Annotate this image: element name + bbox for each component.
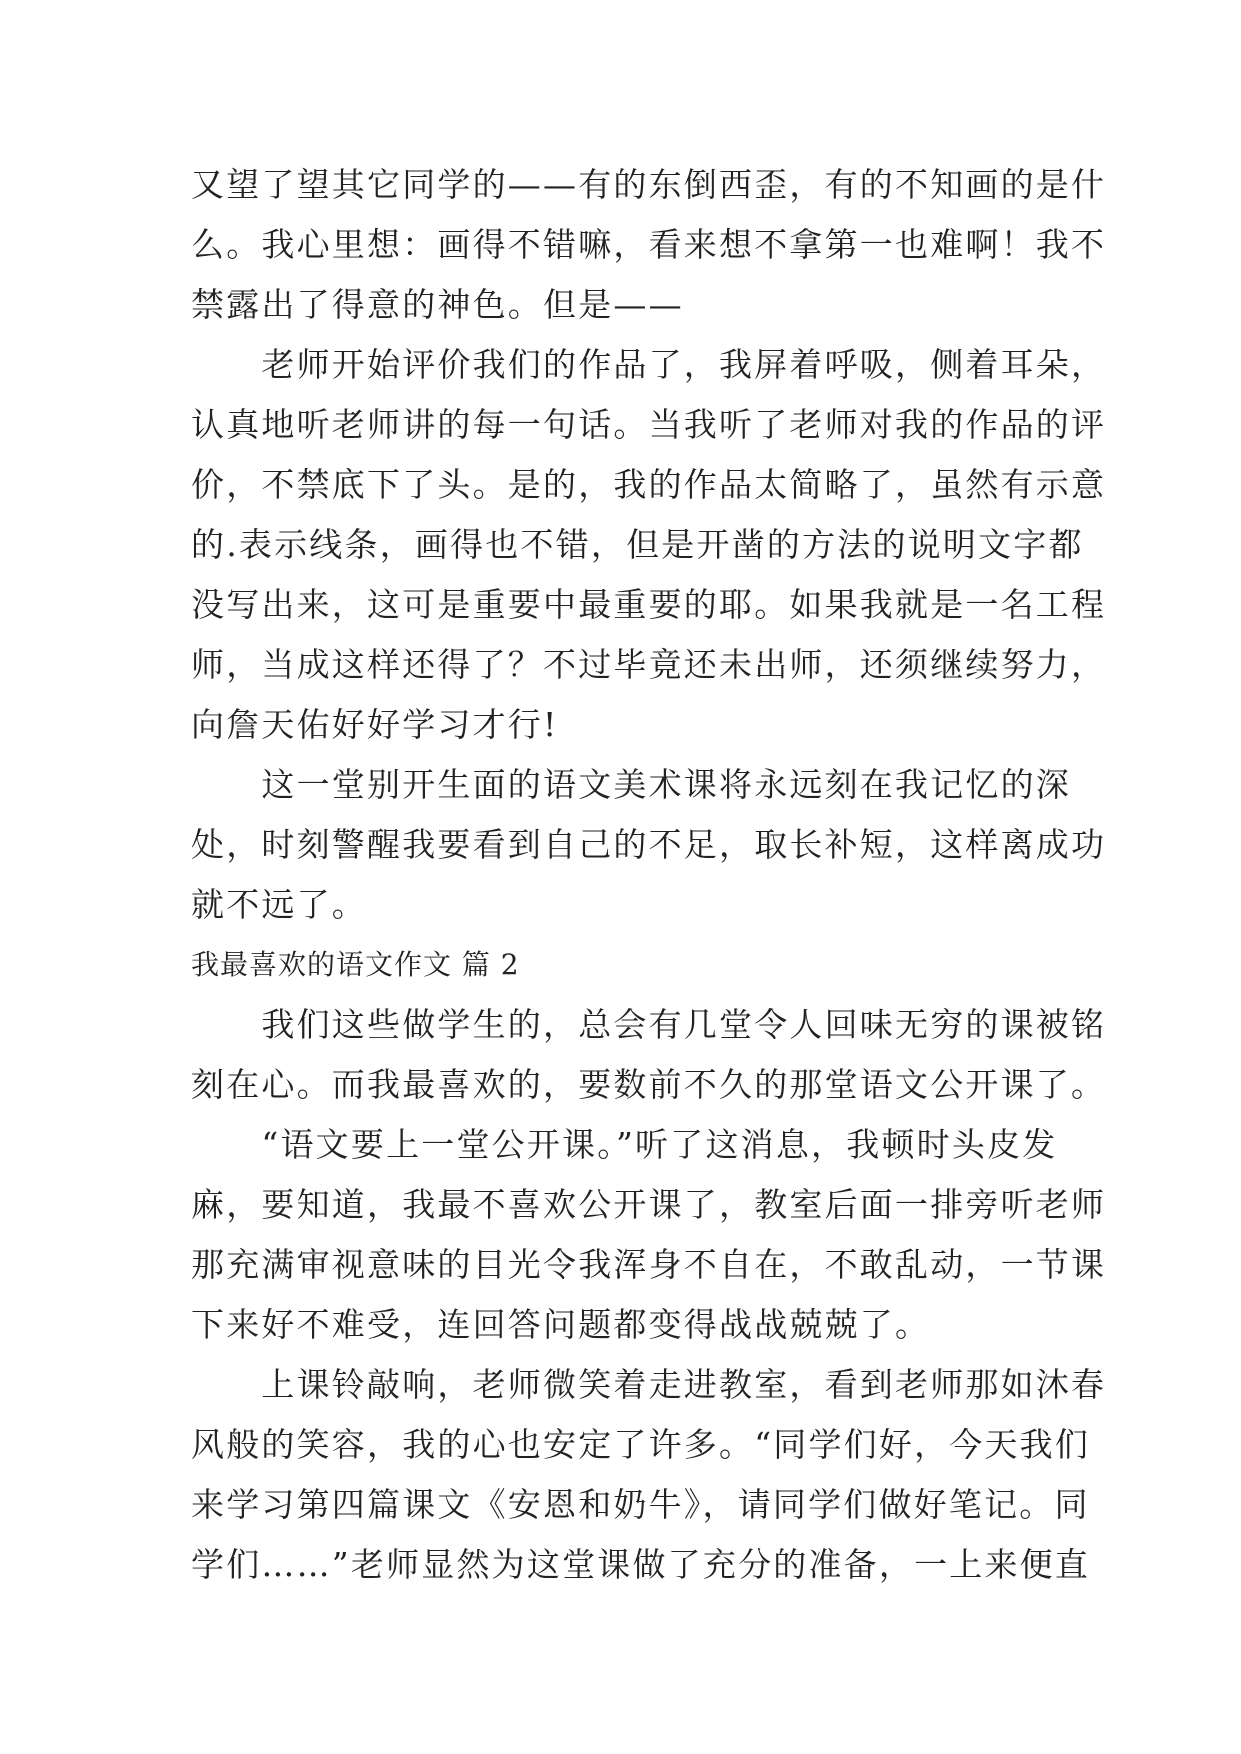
text-line: 下来好不难受，连回答问题都变得战战兢兢了。 xyxy=(191,1305,931,1344)
text-line: 处，时刻警醒我要看到自己的不足，取长补短，这样离成功 xyxy=(191,825,1107,864)
text-line: 老师开始评价我们的作品了，我屏着呼吸，侧着耳朵， xyxy=(191,345,1107,384)
section-heading: 我最喜欢的语文作文 篇 2 xyxy=(191,948,520,981)
text-line: 上课铃敲响，老师微笑着走进教室，看到老师那如沐春 xyxy=(191,1365,1107,1404)
text-line: 师，当成这样还得了？不过毕竟还未出师，还须继续努力， xyxy=(191,645,1107,684)
text-line: 那充满审视意味的目光令我浑身不自在，不敢乱动，一节课 xyxy=(191,1245,1107,1284)
text-line: 禁露出了得意的神色。但是—— xyxy=(191,285,684,324)
text-line: 这一堂别开生面的语文美术课将永远刻在我记忆的深 xyxy=(191,765,1071,804)
text-line: 的.表示线条，画得也不错，但是开凿的方法的说明文字都 xyxy=(191,525,1084,564)
text-line: 风般的笑容，我的心也安定了许多。“同学们好，今天我们 xyxy=(191,1425,1091,1464)
text-line: “语文要上一堂公开课。”听了这消息，我顿时头皮发 xyxy=(191,1125,1058,1164)
text-line: 认真地听老师讲的每一句话。当我听了老师对我的作品的评 xyxy=(191,405,1107,444)
text-line: 又望了望其它同学的——有的东倒西歪，有的不知画的是什 xyxy=(191,165,1107,204)
text-line: 向詹天佑好好学习才行! xyxy=(191,705,559,744)
text-line: 刻在心。而我最喜欢的，要数前不久的那堂语文公开课了。 xyxy=(191,1065,1107,1104)
text-line: 么。我心里想：画得不错嘛，看来想不拿第一也难啊！我不 xyxy=(191,225,1107,264)
document-body xyxy=(191,155,1107,1595)
text-line: 麻，要知道，我最不喜欢公开课了，教室后面一排旁听老师 xyxy=(191,1185,1107,1224)
text-line: 价，不禁底下了头。是的，我的作品太简略了，虽然有示意 xyxy=(191,465,1107,504)
text-line: 就不远了。 xyxy=(191,885,367,924)
text-line: 我们这些做学生的，总会有几堂令人回味无穷的课被铭 xyxy=(191,1005,1107,1044)
text-line: 学们……”老师显然为这堂课做了充分的准备，一上来便直 xyxy=(191,1545,1091,1584)
text-line: 来学习第四篇课文《安恩和奶牛》，请同学们做好笔记。同 xyxy=(191,1485,1090,1524)
text-line: 没写出来，这可是重要中最重要的耶。如果我就是一名工程 xyxy=(191,585,1107,624)
